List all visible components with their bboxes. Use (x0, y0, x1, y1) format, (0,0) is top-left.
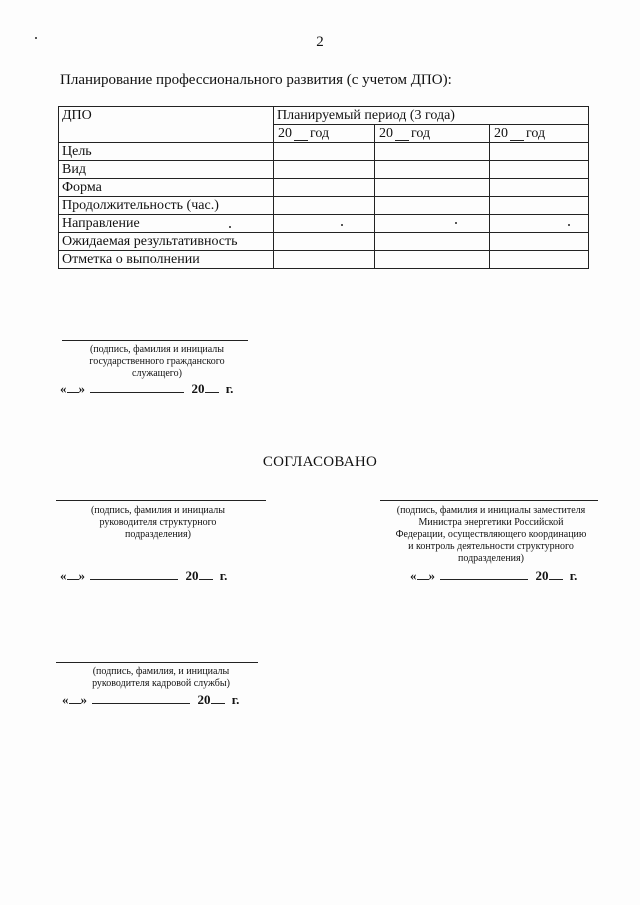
input-cell[interactable] (274, 215, 375, 233)
input-cell[interactable] (274, 143, 375, 161)
row-label: Цель (59, 143, 274, 161)
scan-speck (568, 224, 570, 226)
employee-date[interactable]: « » 20 г. (60, 381, 234, 396)
dpo-header: ДПО (59, 107, 274, 143)
table-row (59, 161, 589, 179)
table-row (59, 215, 589, 233)
year-cell-3[interactable]: 20 год (490, 125, 589, 143)
development-plan-table (58, 106, 589, 269)
scan-speck (229, 226, 231, 228)
input-cell[interactable] (490, 233, 589, 251)
hr-head-date[interactable]: « » 20 г. (62, 692, 240, 707)
year-cell-1[interactable]: 20 год (274, 125, 375, 143)
row-label: Продолжительность (час.) (59, 197, 274, 215)
input-cell[interactable] (375, 251, 490, 269)
input-cell[interactable] (274, 251, 375, 269)
period-header: Планируемый период (3 года) (274, 107, 589, 125)
row-label: Отметка о выполнении (59, 251, 274, 269)
input-cell[interactable] (274, 179, 375, 197)
input-cell[interactable] (490, 161, 589, 179)
table-row (59, 197, 589, 215)
deputy-minister-signature-line[interactable] (380, 500, 598, 501)
scan-speck (455, 222, 457, 224)
input-cell[interactable] (274, 233, 375, 251)
row-label: Вид (59, 161, 274, 179)
head-of-unit-signature-line[interactable] (56, 500, 266, 501)
row-label: Направление (59, 215, 274, 233)
input-cell[interactable] (490, 179, 589, 197)
hr-head-signature-line[interactable] (56, 662, 258, 663)
table-row (59, 179, 589, 197)
agreed-title: СОГЛАСОВАНО (262, 454, 378, 470)
input-cell[interactable] (490, 197, 589, 215)
input-cell[interactable] (490, 215, 589, 233)
employee-signature-caption: (подпись, фамилия и инициалы государственного гражданского служащего) (89, 344, 225, 379)
table-header-row (59, 107, 589, 125)
row-label: Форма (59, 179, 274, 197)
input-cell[interactable] (375, 161, 490, 179)
page-number: 2 (316, 34, 324, 50)
input-cell[interactable] (274, 197, 375, 215)
input-cell[interactable] (375, 233, 490, 251)
row-label: Ожидаемая результативность (59, 233, 274, 251)
input-cell[interactable] (375, 179, 490, 197)
input-cell[interactable] (490, 251, 589, 269)
input-cell[interactable] (375, 215, 490, 233)
hr-head-caption: (подпись, фамилия, и инициалы руководителя кадровой службы) (92, 666, 230, 689)
input-cell[interactable] (375, 143, 490, 161)
input-cell[interactable] (375, 197, 490, 215)
year-cell-2[interactable]: 20 год (375, 125, 490, 143)
scan-speck (341, 224, 343, 226)
input-cell[interactable] (274, 161, 375, 179)
table-row (59, 251, 589, 269)
employee-signature-line[interactable] (62, 340, 248, 341)
head-of-unit-caption: (подпись, фамилия и инициалы руководителя структурного подразделения) (90, 505, 226, 540)
table-row (59, 233, 589, 251)
deputy-minister-caption: (подпись, фамилия и инициалы заместителя Министра энергетики Российской Федерации, осуществляющего координацию и контроль деятельности структурного подразделения) (395, 505, 587, 564)
deputy-minister-date[interactable]: « » 20 г. (410, 568, 578, 583)
table-row (59, 143, 589, 161)
input-cell[interactable] (490, 143, 589, 161)
section-heading: Планирование профессионального развития (с учетом ДПО): (60, 72, 452, 88)
head-of-unit-date[interactable]: « » 20 г. (60, 568, 228, 583)
